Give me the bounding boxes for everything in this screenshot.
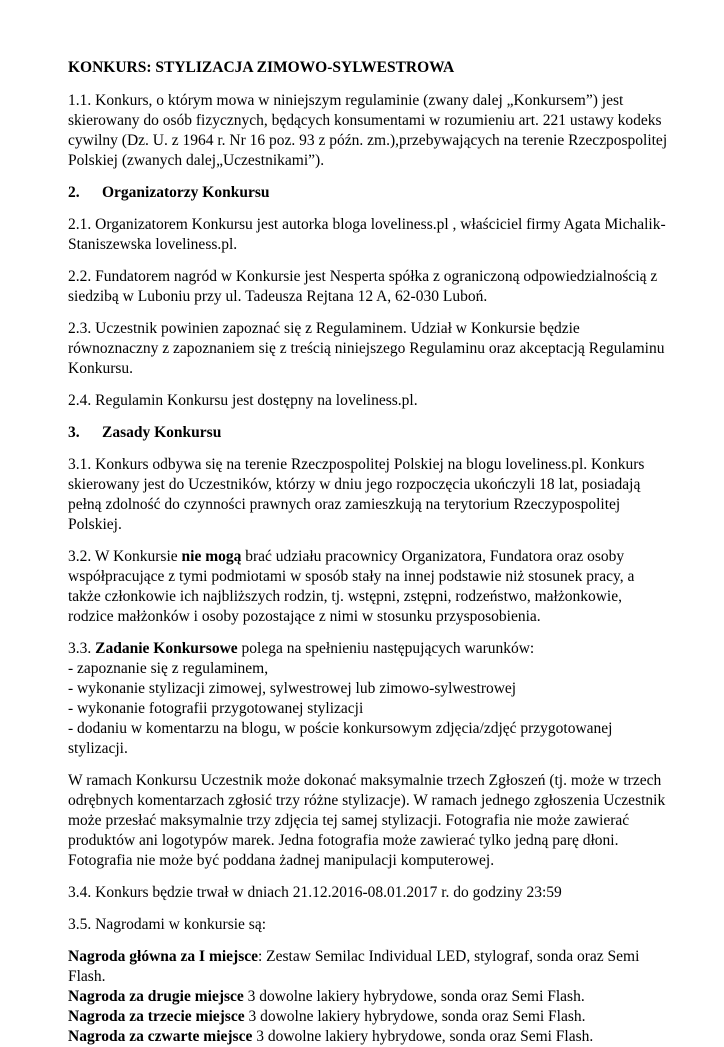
paragraph-3-2-bold-run: nie mogą — [181, 548, 242, 565]
paragraph-1-1: 1.1. Konkurs, o którym mowa w niniejszym regulaminie (zwany dalej „Konkursem”) jest skierowany do osób fizycznych, będących konsumentami w rozumieniu art. 221 ustawy kodeks cywilny (Dz. U. z 1964 r. Nr 16 poz. 93 z późn. zm.),przebywających na terenie Rzeczpospolitej Polskiej (zwanych dalej„Uczestnikami”). — [68, 92, 668, 169]
document-title: KONKURS: STYLIZACJA ZIMOWO-SYLWESTROWA — [68, 59, 455, 76]
section-heading-2 — [68, 183, 668, 203]
prize-list — [68, 947, 668, 1047]
paragraph-3-4: 3.4. Konkurs będzie trwał w dniach 21.12.2016-08.01.2017 r. do godziny 23:59 — [68, 884, 562, 901]
paragraph-entries: W ramach Konkursu Uczestnik może dokonać maksymalnie trzech Zgłoszeń (tj. może w trzech odrębnych komentarzach zgłosić trzy różne stylizacje). W ramach jednego zgłoszenia Uczestnik może przesłać maksymalnie trzy zdjęcia tej samej stylizacji. Fotografia nie może zawierać produktów ani logotypów marek. Jedna fotografia może zawierać tylko jedną parę dłoni. Fotografia nie może być poddana żadnej manipulacji komputerowej. — [68, 772, 666, 869]
prize-second-place-rest: 3 dowolne lakiery hybrydowe, sonda oraz Semi Flash. — [243, 988, 585, 1005]
prize-line-first-place — [68, 947, 668, 987]
prize-first-place-bold: Nagroda główna za I miejsce — [68, 948, 258, 965]
task-list-item: - zapoznanie się z regulaminem, — [68, 660, 269, 677]
paragraph-3-3 — [68, 639, 668, 759]
paragraph-3-3-text-after: polega na spełnieniu następujących warunków: — [237, 640, 535, 657]
section-2-number: 2. — [68, 184, 80, 201]
prize-first-place-rest: : Zestaw Semilac Individual LED, stylograf, sonda oraz Semi Flash. — [68, 948, 640, 985]
paragraph-2-4: 2.4. Regulamin Konkursu jest dostępny na loveliness.pl. — [68, 392, 418, 409]
paragraph-3-2 — [68, 547, 668, 627]
task-list-item: - dodaniu w komentarzu na blogu, w poście konkursowym zdjęcia/zdjęć przygotowanej stylizacji. — [68, 720, 613, 757]
prize-third-place-bold: Nagroda za trzecie miejsce — [68, 1008, 245, 1025]
prize-fourth-place-bold: Nagroda za czwarte miejsce — [68, 1028, 253, 1045]
paragraph-3-5: 3.5. Nagrodami w konkursie są: — [68, 916, 267, 933]
paragraph-3-1: 3.1. Konkurs odbywa się na terenie Rzeczpospolitej Polskiej na blogu loveliness.pl. Konkurs skierowany jest do Uczestników, którzy w dniu jego rozpoczęcia ukończyli 18 lat, posiadają pełną zdolność do czynności prawnych oraz zamieszkują na terytorium Rzeczypospolitej Polskiej. — [68, 456, 645, 533]
section-3-number: 3. — [68, 424, 80, 441]
section-2-label: Organizatorzy Konkursu — [102, 184, 270, 201]
prize-third-place-rest: 3 dowolne lakiery hybrydowe, sonda oraz Semi Flash. — [244, 1008, 586, 1025]
paragraph-3-2-text-before: 3.2. W Konkursie — [68, 548, 182, 565]
prize-line-fourth-place — [68, 1027, 668, 1047]
task-list-item: - wykonanie fotografii przygotowanej stylizacji — [68, 700, 364, 717]
section-heading-3 — [68, 423, 668, 443]
prize-line-third-place — [68, 1007, 668, 1027]
section-3-label: Zasady Konkursu — [102, 424, 222, 441]
prize-line-second-place — [68, 987, 668, 1007]
task-list-item: - wykonanie stylizacji zimowej, sylwestrowej lub zimowo-sylwestrowej — [68, 680, 517, 697]
paragraph-3-3-intro-line — [68, 639, 668, 659]
paragraph-3-3-bold-run: Zadanie Konkursowe — [95, 640, 238, 657]
paragraph-2-3: 2.3. Uczestnik powinien zapoznać się z Regulaminem. Udział w Konkursie będzie równoznaczny z zapoznaniem się z treścią niniejszego Regulaminu oraz akceptacją Regulaminu Konkursu. — [68, 320, 665, 377]
prize-fourth-place-rest: 3 dowolne lakiery hybrydowe, sonda oraz Semi Flash. — [252, 1028, 594, 1045]
prize-second-place-bold: Nagroda za drugie miejsce — [68, 988, 244, 1005]
paragraph-2-2: 2.2. Fundatorem nagród w Konkursie jest Nesperta spółka z ograniczoną odpowiedzialnością z siedzibą w Luboniu przy ul. Tadeusza Rejtana 12 A, 62-030 Luboń. — [68, 268, 658, 305]
paragraph-3-2-text-after: brać udziału pracownicy Organizatora, Fundatora oraz osoby współpracujące z tymi podmiotami w sposób stały na innej podstawie niż stosunek pracy, a także członkowie ich najbliższych rodzin, tj. wstępni, zstępni, rodzeństwo, małżonkowie, rodzice małżonków i osoby pozostające z nimi w stosunku przysposobienia. — [68, 548, 635, 625]
paragraph-3-3-text-before: 3.3. — [68, 640, 96, 657]
paragraph-2-1: 2.1. Organizatorem Konkursu jest autorka bloga loveliness.pl , właściciel firmy Agata Michalik-Staniszewska loveliness.pl. — [68, 216, 666, 253]
